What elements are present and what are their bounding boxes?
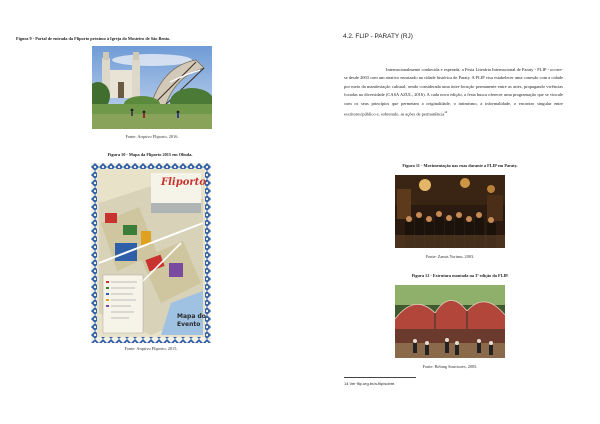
footnote-text: 14 Ver flip.org.br/a-flip/sobre. — [344, 381, 396, 386]
figure-11-caption: Figura 11 - Movimentação nas ruas durante a FLIP em Paraty. — [402, 163, 518, 168]
right-page — [300, 0, 600, 424]
figure-12-caption: Figura 12 - Estrutura montada na 3ª edição da FLIP. — [411, 273, 509, 278]
figure-12-photo — [395, 285, 505, 358]
footnote-separator — [344, 377, 416, 378]
figure-11-source: Fonte: Zamis Yorimu, 2003. — [425, 254, 475, 259]
body-paragraph-text: Internacionalmente conhecida e esperada, a Festa Literária Internacional de Paraty - FLIP - ocorre-se desde 2003 com um atrativo enraizado na cidade histórica de Paraty. A FLIP visa estabelecer uma conexão com a cidade por meio da manifestação cultural, sendo considerada uma inter-locução permanente entre as artes, propagando vivências focadas na diversidade (CASA AZUL, 2016). A cada nova edição, a festa busca oferecer uma programação que se vincule com os seus princípios que permeiam a originalidade, o intimismo, a informalidade, o encontro singular entre escritores/público e, sobretudo, as ações de permanência — [344, 67, 563, 117]
map-brand-logo: Fliporto — [161, 177, 206, 188]
figure-9-caption: Figura 9 - Portal de entrada da Fliporto próximo à Igreja do Mosteiro de São Bento. — [16, 36, 171, 41]
map-title-line-1: Mapa do — [177, 313, 206, 320]
figure-9-photo — [92, 46, 212, 129]
church-portal-photo — [92, 46, 212, 129]
figure-10-map — [91, 163, 211, 343]
figure-10-caption: Figura 10 - Mapa da Fliporto 2015 em Olinda. — [107, 152, 193, 157]
figure-12-source: Fonte: Bebing Structures, 2005. — [422, 364, 478, 369]
map-title-line-2: Evento — [177, 321, 201, 328]
tent-structure-photo — [395, 285, 505, 358]
crowd-street-photo — [395, 175, 505, 248]
figure-9-source: Fonte: Arquivo Fliporto, 2016. — [125, 134, 179, 139]
body-paragraph — [344, 66, 563, 119]
footnote-reference[interactable]: 14 — [444, 110, 448, 115]
figure-10-source: Fonte: Arquivo Fliporto, 2015. — [124, 346, 178, 351]
figure-11-photo — [395, 175, 505, 248]
section-heading: 4.2. FLIP - PARATY (RJ) — [343, 33, 413, 40]
